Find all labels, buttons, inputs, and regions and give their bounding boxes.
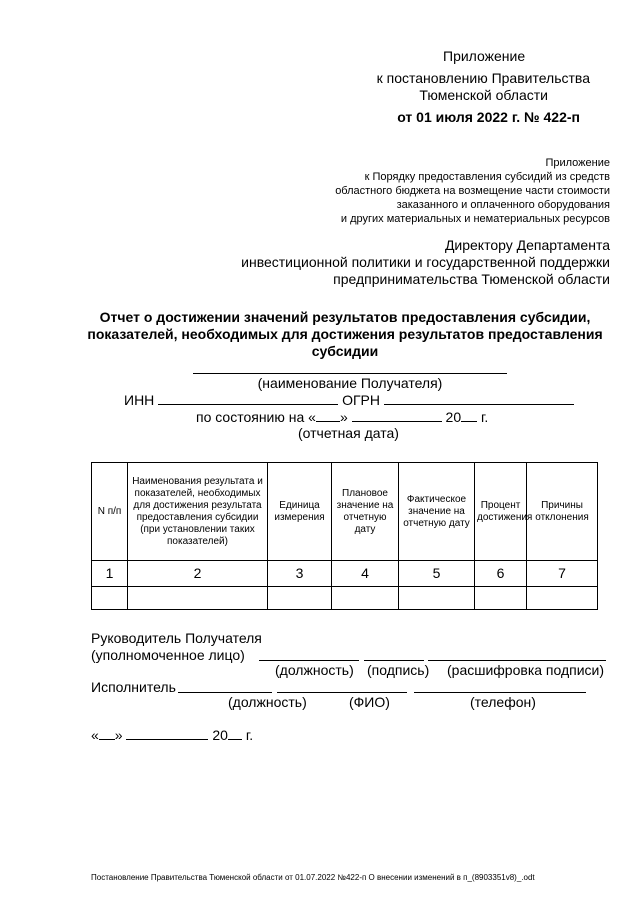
head-decoding-caption: (расшифровка подписи) xyxy=(447,662,605,678)
table-column-number-row xyxy=(92,561,598,587)
head-position-caption: (должность) xyxy=(275,662,354,678)
as-of-row xyxy=(196,409,488,426)
as-of-year-field[interactable] xyxy=(461,409,477,422)
sub-appendix-line-4: и других материальных и нематериальных ресурсов xyxy=(340,213,610,225)
executor-name-line[interactable] xyxy=(277,692,407,693)
executor-phone-line[interactable] xyxy=(414,692,586,693)
date-day-field[interactable] xyxy=(99,727,115,740)
date-year-prefix: 20 xyxy=(212,727,228,743)
column-number-cell: 6 xyxy=(475,561,527,587)
date-month-field[interactable] xyxy=(126,727,208,740)
column-number-cell: 4 xyxy=(332,561,399,587)
document-footer: Постановление Правительства Тюменской области от 01.07.2022 №422-п О внесении изменений в п_(8903351v8)_.odt xyxy=(91,873,535,882)
header-cell-actual: Фактическое значение на отчетную дату xyxy=(399,463,475,561)
header-cell-unit: Единица измерения xyxy=(268,463,332,561)
head-label-line-1: Руководитель Получателя xyxy=(91,630,262,646)
report-table xyxy=(91,462,598,610)
ogrn-label: ОГРН xyxy=(342,392,380,408)
as-of-month-field[interactable] xyxy=(352,409,442,422)
signature-date-row xyxy=(91,727,253,744)
addressee-line-2: инвестиционной политики и государственной поддержки xyxy=(241,254,610,270)
recipient-name-line[interactable] xyxy=(193,373,507,374)
empty-cell[interactable] xyxy=(527,587,598,610)
head-signature-caption: (подпись) xyxy=(367,662,430,678)
executor-label: Исполнитель xyxy=(91,679,176,695)
header-cell-planned: Плановое значение на отчетную дату xyxy=(332,463,399,561)
sub-appendix-line-1: к Порядку предоставления субсидий из средств xyxy=(364,171,610,183)
inn-label: ИНН xyxy=(124,392,155,408)
resolution-line-1: к постановлению Правительства xyxy=(376,70,590,86)
column-number-cell: 7 xyxy=(527,561,598,587)
sub-appendix-line-2: областного бюджета на возмещение части стоимости xyxy=(335,185,610,197)
column-number-cell: 1 xyxy=(92,561,128,587)
column-number-cell: 5 xyxy=(399,561,475,587)
column-number-cell: 2 xyxy=(128,561,268,587)
report-title-line-3: субсидии xyxy=(311,343,379,359)
head-signature-line[interactable] xyxy=(364,660,424,661)
recipient-caption: (наименование Получателя) xyxy=(257,375,443,391)
head-decoding-line[interactable] xyxy=(428,660,606,661)
head-position-line[interactable] xyxy=(259,660,359,661)
header-cell-percent: Процент достижения xyxy=(475,463,527,561)
resolution-line-2: Тюменской области xyxy=(419,87,548,103)
sub-appendix-line-3: заказанного и оплаченного оборудования xyxy=(396,199,610,211)
executor-name-caption: (ФИО) xyxy=(349,694,390,710)
addressee-line-3: предпринимательства Тюменской области xyxy=(333,271,610,287)
as-of-label: по состоянию на « xyxy=(196,409,316,425)
inn-ogrn-row xyxy=(124,392,574,409)
as-of-year-suffix: г. xyxy=(481,409,489,425)
inn-field[interactable] xyxy=(158,392,338,405)
header-cell-result-name: Наименования результата и показателей, необходимых для достижения результата предоставления субсидии (при установлении таких показателей) xyxy=(128,463,268,561)
report-title-line-1: Отчет о достижении значений результатов предоставления субсидии, xyxy=(99,309,591,325)
as-of-quote-close: » xyxy=(339,409,348,425)
header-cell-reasons: Причины отклонения xyxy=(527,463,598,561)
date-year-field[interactable] xyxy=(228,727,242,740)
executor-phone-caption: (телефон) xyxy=(470,694,536,710)
empty-cell[interactable] xyxy=(475,587,527,610)
date-open-quote: « xyxy=(91,727,99,743)
report-title xyxy=(60,309,630,360)
empty-cell[interactable] xyxy=(268,587,332,610)
executor-position-line[interactable] xyxy=(178,692,272,693)
empty-cell[interactable] xyxy=(332,587,399,610)
appendix-title: Приложение xyxy=(443,48,526,64)
head-label-line-2: (уполномоченное лицо) xyxy=(91,647,245,663)
report-title-line-2: показателей, необходимых для достижения результатов предоставления xyxy=(87,326,603,342)
addressee-line-1: Директору Департамента xyxy=(444,237,610,253)
ogrn-field[interactable] xyxy=(384,392,574,405)
executor-position-caption: (должность) xyxy=(228,694,307,710)
date-close-quote: » xyxy=(114,727,123,743)
resolution-date: от 01 июля 2022 г. № 422-п xyxy=(397,109,580,125)
table-row xyxy=(92,587,598,610)
date-year-suffix: г. xyxy=(245,727,254,743)
empty-cell[interactable] xyxy=(92,587,128,610)
empty-cell[interactable] xyxy=(399,587,475,610)
empty-cell[interactable] xyxy=(128,587,268,610)
as-of-day-field[interactable] xyxy=(316,409,340,422)
column-number-cell: 3 xyxy=(268,561,332,587)
sub-appendix-title: Приложение xyxy=(545,157,610,169)
as-of-year-prefix: 20 xyxy=(445,409,462,425)
header-cell-number: N п/п xyxy=(92,463,128,561)
table-header-row xyxy=(92,463,598,561)
reporting-date-caption: (отчетная дата) xyxy=(298,425,399,441)
